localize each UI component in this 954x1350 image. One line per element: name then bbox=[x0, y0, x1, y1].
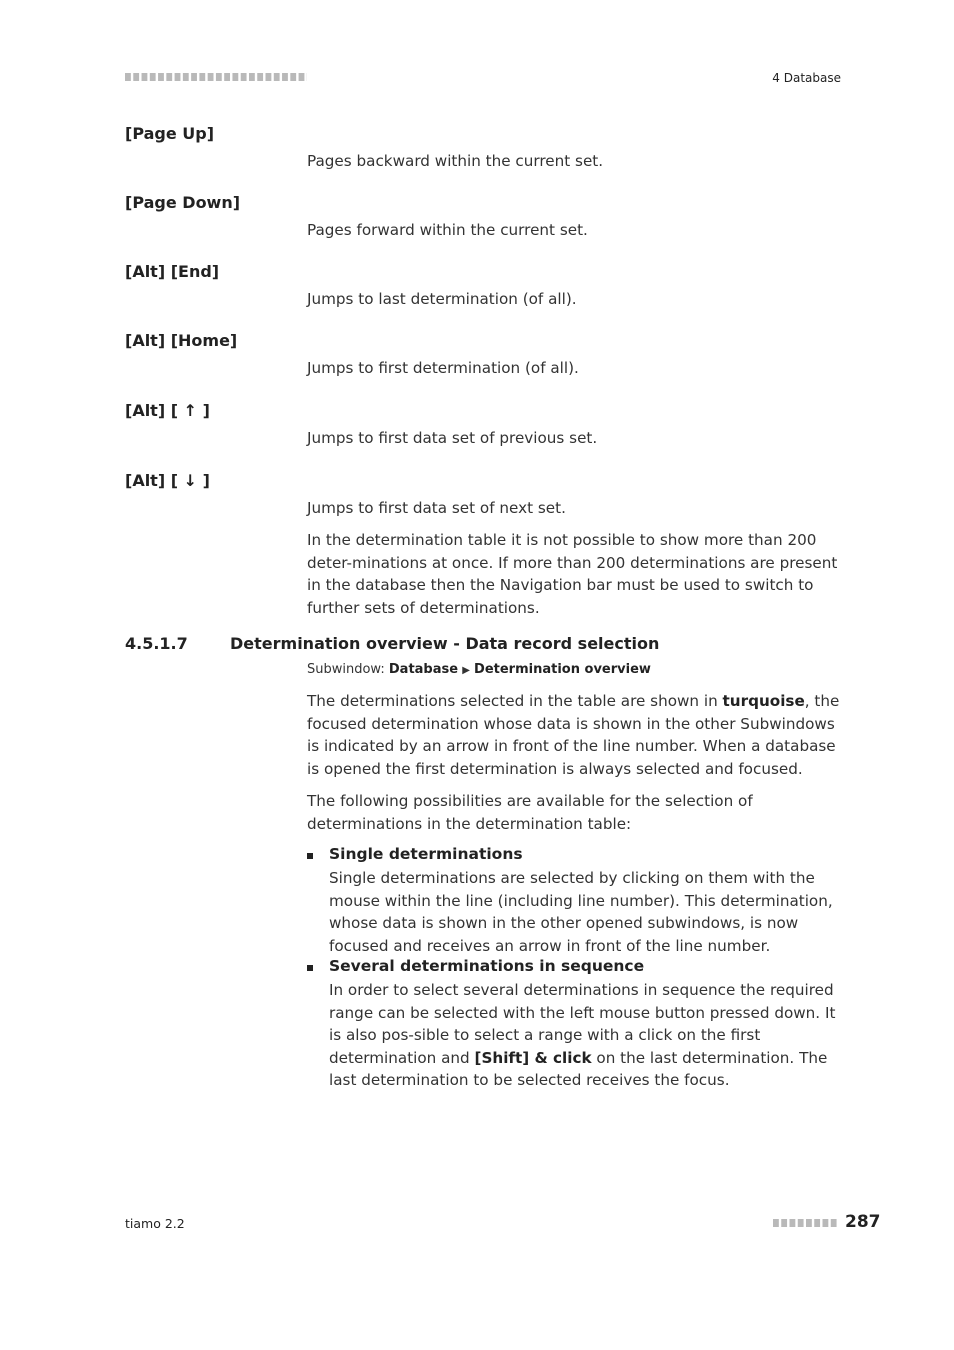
shortcut-desc-alt-down: Jumps to first data set of next set. bbox=[307, 499, 566, 517]
subwindow-database: Database bbox=[388, 662, 459, 677]
bullet2-text-b: on the last determination. The last determination to be selected receives the focus. bbox=[329, 1048, 828, 1089]
section-number: 4.5.1.7 bbox=[125, 634, 188, 653]
subwindow-label: Subwindow: bbox=[307, 662, 385, 677]
shortcut-key-alt-home: [Alt] [Home] bbox=[125, 331, 238, 350]
footer-product: tiamo 2.2 bbox=[125, 1216, 185, 1231]
bullet-text-single: Single determinations are selected by clicking on them with the mouse within the line (including line number). This determination, whose data is shown in the other opened subwindows, is now focused and receives an arrow in front of the line number. bbox=[329, 869, 833, 955]
shortcut-key-alt-down: [Alt] [ ↓ ] bbox=[125, 471, 210, 490]
note-paragraph: In the determination table it is not possible to show more than 200 deter-minations at once. If more than 200 determinations are present in the database then the Navigation bar must be used to switch to further sets of determinations. bbox=[307, 531, 838, 617]
shortcut-key-page-up: [Page Up] bbox=[125, 124, 215, 143]
triangle-right-icon: ▶ bbox=[462, 665, 470, 676]
bullet-title-single: Single determinations bbox=[329, 845, 523, 863]
para1-text-a: The determinations selected in the table are shown in bbox=[307, 692, 723, 710]
bullet2-shift-click: [Shift] & click bbox=[474, 1048, 592, 1067]
bullet2-text-a: In order to select several determinations in sequence the required range can be selected with the left mouse button pressed down. It is also pos-sible to select a range with a click on the first determination and bbox=[329, 981, 836, 1067]
section-title: Determination overview - Data record selection bbox=[230, 634, 660, 653]
bullet-square-icon bbox=[307, 965, 313, 971]
shortcut-desc-page-up: Pages backward within the current set. bbox=[307, 152, 604, 170]
shortcut-key-alt-up: [Alt] [ ↑ ] bbox=[125, 401, 210, 420]
shortcut-key-alt-end: [Alt] [End] bbox=[125, 262, 220, 281]
shortcut-desc-alt-home: Jumps to first determination (of all). bbox=[307, 359, 579, 377]
header-chapter: 4 Database bbox=[772, 71, 841, 85]
page-number: 287 bbox=[845, 1212, 881, 1232]
section-heading bbox=[125, 634, 659, 653]
bullet-title-sequence: Several determinations in sequence bbox=[329, 957, 645, 975]
subwindow-determination-overview: Determination overview bbox=[474, 662, 651, 677]
shortcut-key-page-down: [Page Down] bbox=[125, 193, 241, 212]
subwindow-path bbox=[307, 662, 651, 677]
header-decoration bbox=[125, 73, 307, 81]
shortcut-desc-page-down: Pages forward within the current set. bbox=[307, 221, 588, 239]
para1-turquoise: turquoise bbox=[722, 692, 805, 710]
footer-decoration bbox=[773, 1219, 839, 1227]
bullet-square-icon bbox=[307, 853, 313, 859]
shortcut-desc-alt-end: Jumps to last determination (of all). bbox=[307, 290, 577, 308]
paragraph-possibilities: The following possibilities are available for the selection of determinations in the determination table: bbox=[307, 792, 753, 833]
paragraph-selection-info bbox=[307, 690, 843, 780]
bullet-text-sequence bbox=[329, 979, 843, 1092]
shortcut-desc-alt-up: Jumps to first data set of previous set. bbox=[307, 429, 598, 447]
para1-text-b: , the focused determination whose data is shown in the other Subwindows is indicated by an arrow in front of the line number. When a database is opened the first determination is always selected and focused. bbox=[307, 692, 840, 778]
